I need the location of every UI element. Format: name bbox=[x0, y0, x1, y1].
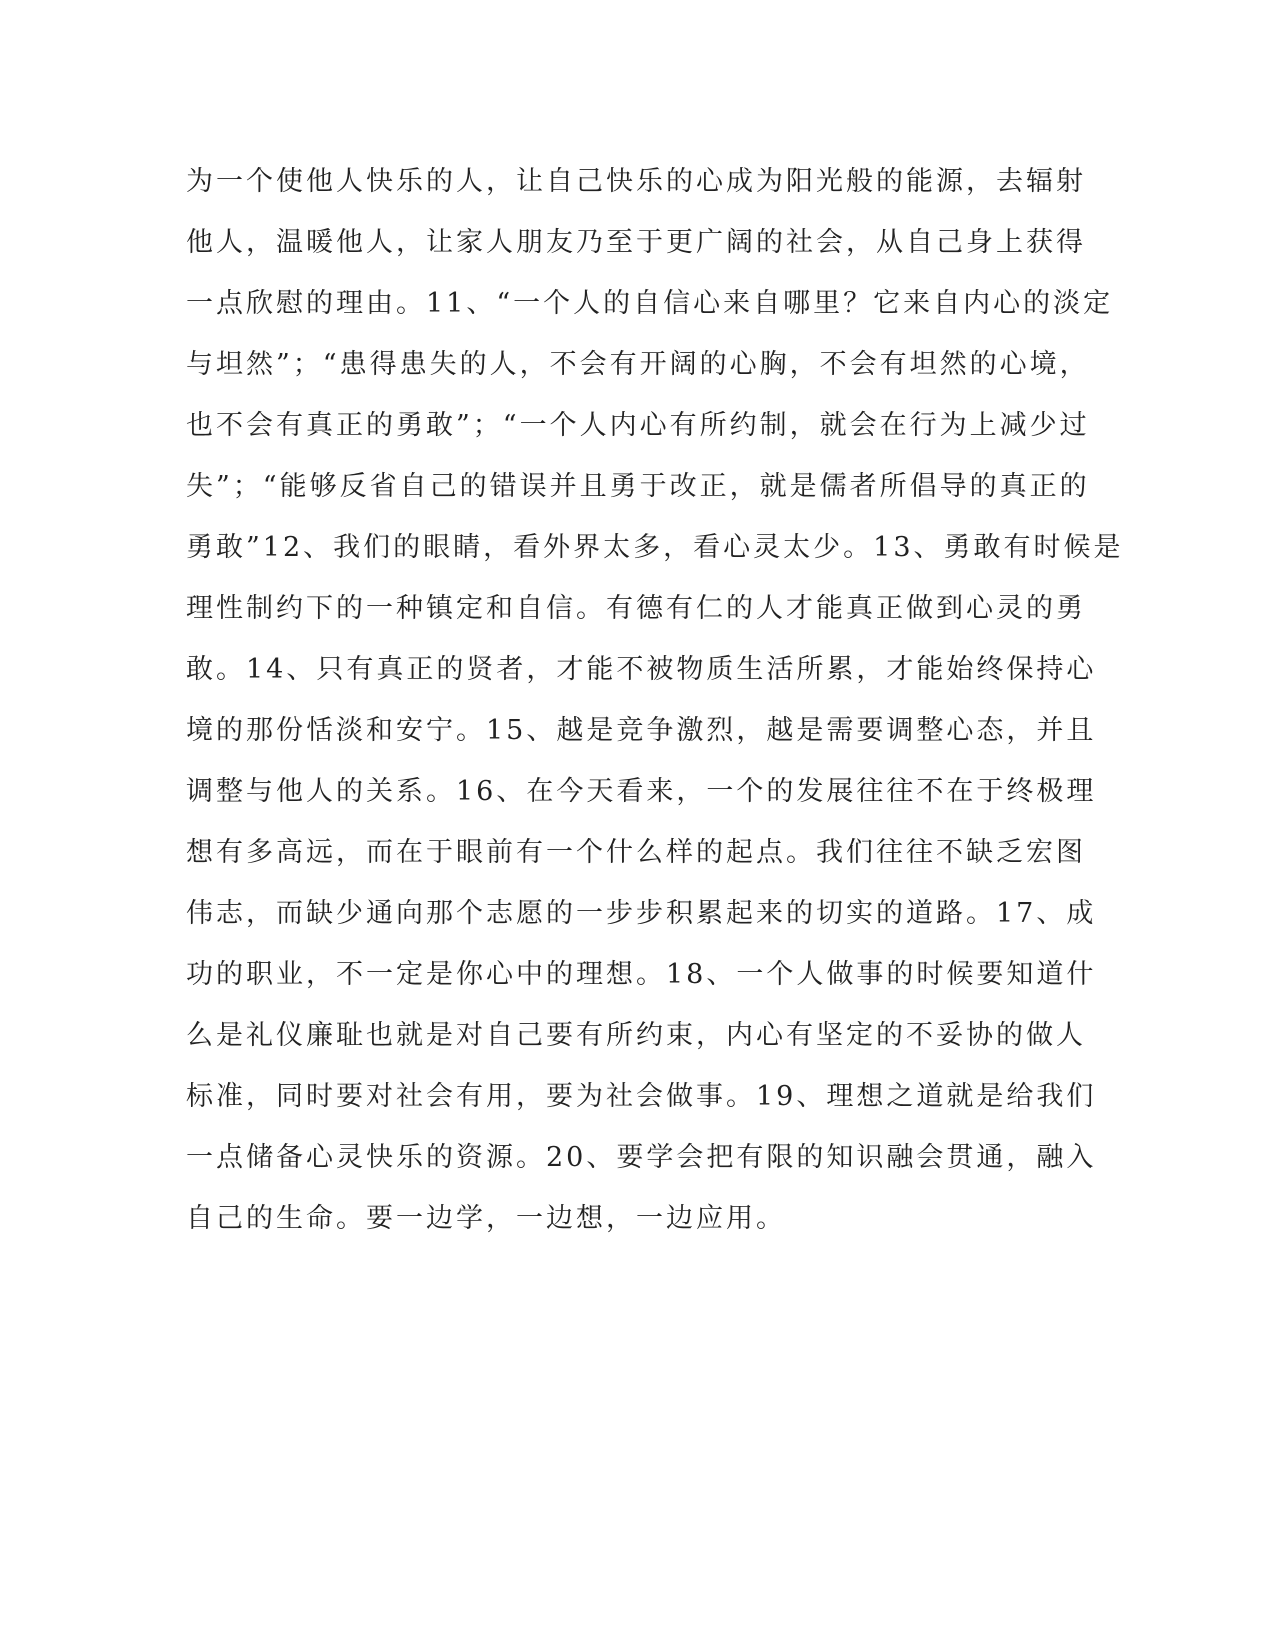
body-text bbox=[186, 162, 1124, 1260]
text-line: 伟志，而缺少通向那个志愿的一步步积累起来的切实的道路。17、成 bbox=[186, 898, 1097, 929]
text-line: 想有多高远，而在于眼前有一个什么样的起点。我们往往不缺乏宏图 bbox=[186, 837, 1086, 868]
text-line: 自己的生命。要一边学，一边想，一边应用。 bbox=[186, 1203, 786, 1234]
text-line: 境的那份恬淡和安宁。15、越是竞争激烈，越是需要调整心态，并且 bbox=[186, 715, 1097, 746]
text-line: 也不会有真正的勇敢”；“一个人内心有所约制，就会在行为上减少过 bbox=[186, 410, 1090, 441]
text-line: 失”；“能够反省自己的错误并且勇于改正，就是儒者所倡导的真正的 bbox=[186, 471, 1090, 502]
text-line: 与坦然”；“患得患失的人，不会有开阔的心胸，不会有坦然的心境， bbox=[186, 349, 1090, 380]
text-line: 功的职业，不一定是你心中的理想。18、一个人做事的时候要知道什 bbox=[186, 959, 1097, 990]
text-line: 为一个使他人快乐的人，让自己快乐的心成为阳光般的能源，去辐射 bbox=[186, 166, 1086, 197]
text-line: 理性制约下的一种镇定和自信。有德有仁的人才能真正做到心灵的勇 bbox=[186, 593, 1086, 624]
text-line: 么是礼仪廉耻也就是对自己要有所约束，内心有坚定的不妥协的做人 bbox=[186, 1020, 1086, 1051]
text-line: 调整与他人的关系。16、在今天看来，一个的发展往往不在于终极理 bbox=[186, 776, 1097, 807]
text-line: 一点储备心灵快乐的资源。20、要学会把有限的知识融会贯通，融入 bbox=[186, 1142, 1097, 1173]
text-line: 勇敢”12、我们的眼睛，看外界太多，看心灵太少。13、勇敢有时候是 bbox=[186, 532, 1124, 563]
text-line: 敢。14、只有真正的贤者，才能不被物质生活所累，才能始终保持心 bbox=[186, 654, 1097, 685]
text-line: 标准，同时要对社会有用，要为社会做事。19、理想之道就是给我们 bbox=[186, 1081, 1097, 1112]
text-line: 他人，温暖他人，让家人朋友乃至于更广阔的社会，从自己身上获得 bbox=[186, 227, 1086, 258]
text-line: 一点欣慰的理由。11、“一个人的自信心来自哪里？它来自内心的淡定 bbox=[186, 288, 1114, 319]
